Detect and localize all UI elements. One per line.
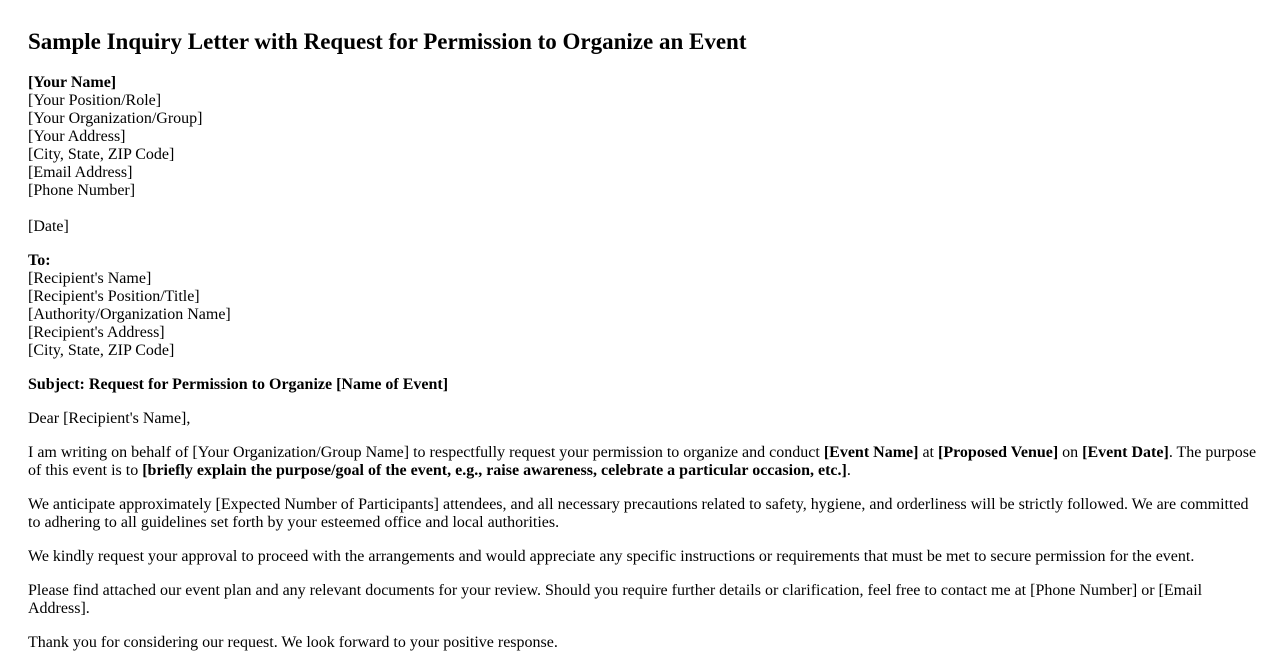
paragraph-1-text-5: . bbox=[846, 462, 851, 479]
to-label: To: bbox=[28, 252, 51, 269]
event-purpose-placeholder: [briefly explain the purpose/goal of the event, e.g., raise awareness, celebrate a particular occasion, etc.] bbox=[142, 462, 847, 479]
paragraph-1-text-4: . The purpose of this event is to bbox=[28, 444, 1257, 479]
sender-address: [Your Address] bbox=[28, 128, 126, 145]
paragraph-1-text-2: at bbox=[918, 444, 938, 461]
recipient-address: [Recipient's Address] bbox=[28, 324, 165, 341]
page-title: Sample Inquiry Letter with Request for Permission to Organize an Event bbox=[28, 29, 747, 54]
sender-email: [Email Address] bbox=[28, 164, 133, 181]
salutation: Dear [Recipient's Name], bbox=[28, 410, 191, 427]
paragraph-1 bbox=[28, 444, 1258, 480]
paragraph-1-text-3: on bbox=[1058, 444, 1083, 461]
salutation-block bbox=[28, 410, 1258, 428]
sender-organization: [Your Organization/Group] bbox=[28, 110, 203, 127]
recipient-city-state-zip: [City, State, ZIP Code] bbox=[28, 342, 175, 359]
subject-block bbox=[28, 376, 1258, 394]
sender-phone: [Phone Number] bbox=[28, 182, 136, 199]
letter-date: [Date] bbox=[28, 218, 69, 235]
paragraph-3: We kindly request your approval to proceed with the arrangements and would appreciate any specific instructions or requirements that must be met to secure permission for the event. bbox=[28, 548, 1195, 565]
venue-placeholder: [Proposed Venue] bbox=[938, 444, 1059, 461]
date-block bbox=[28, 218, 1258, 236]
paragraph-4: Please find attached our event plan and any relevant documents for your review. Should you require further details or clarification, feel free to contact me at [Phone Number] or [Email Address]. bbox=[28, 582, 1203, 617]
sender-block bbox=[28, 74, 1258, 200]
sender-name: [Your Name] bbox=[28, 74, 117, 91]
recipient-position: [Recipient's Position/Title] bbox=[28, 288, 200, 305]
sender-city-state-zip: [City, State, ZIP Code] bbox=[28, 146, 175, 163]
event-date-placeholder: [Event Date] bbox=[1082, 444, 1169, 461]
recipient-name: [Recipient's Name] bbox=[28, 270, 152, 287]
paragraph-1-text-1: I am writing on behalf of [Your Organization/Group Name] to respectfully request your permission to organize and conduct bbox=[28, 444, 824, 461]
recipient-organization: [Authority/Organization Name] bbox=[28, 306, 231, 323]
event-name-placeholder: [Event Name] bbox=[823, 444, 919, 461]
paragraph-2: We anticipate approximately [Expected Number of Participants] attendees, and all necessary precautions related to safety, hygiene, and orderliness will be strictly followed. We are committed to adhering to all guidelines set forth by your esteemed office and local authorities. bbox=[28, 496, 1249, 531]
sender-position: [Your Position/Role] bbox=[28, 92, 162, 109]
recipient-block bbox=[28, 252, 1258, 360]
paragraph-5: Thank you for considering our request. We look forward to your positive response. bbox=[28, 634, 558, 651]
subject-line: Subject: Request for Permission to Organize [Name of Event] bbox=[28, 376, 449, 393]
